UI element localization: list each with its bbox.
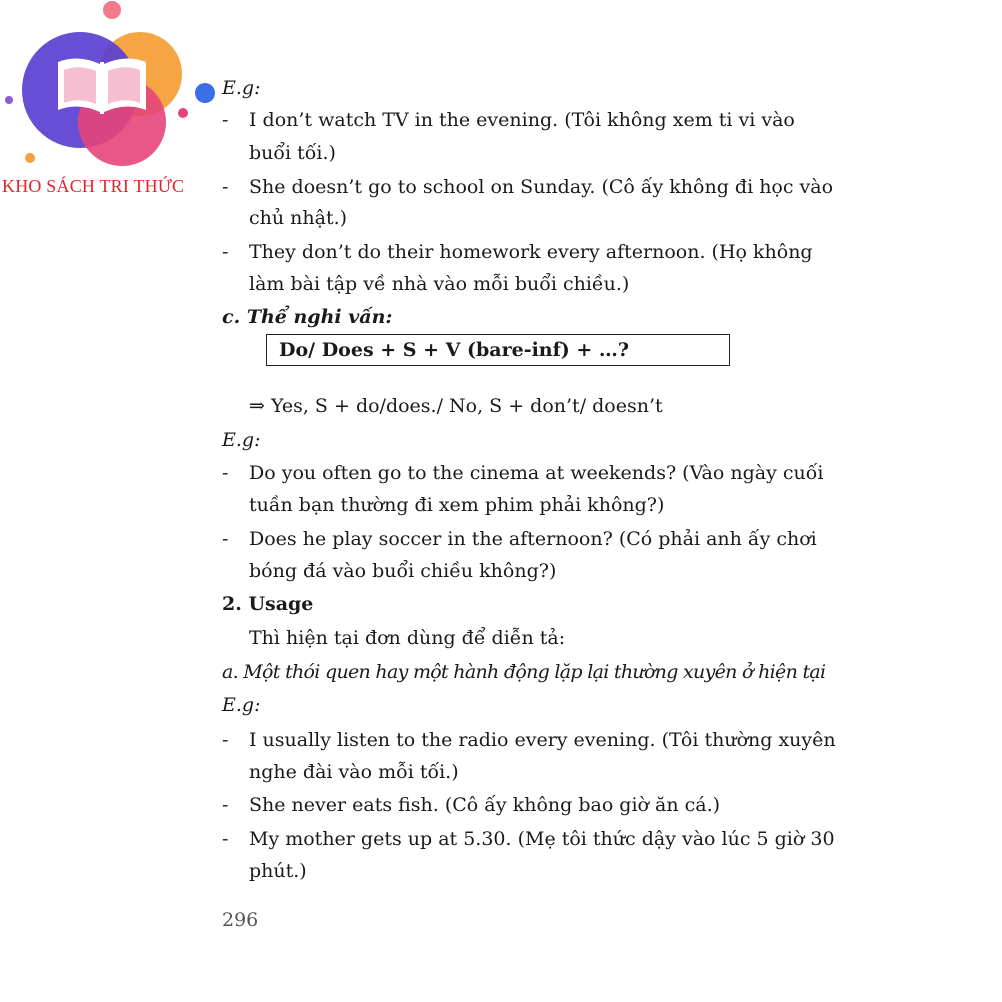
example-line: phút.) — [249, 860, 307, 882]
formula-box: Do/ Does + S + V (bare-inf) + …? — [266, 334, 730, 366]
list-dash: - — [222, 729, 229, 751]
example-line: nghe đài vào mỗi tối.) — [249, 761, 459, 783]
example-line: buổi tối.) — [249, 142, 336, 164]
list-dash: - — [222, 462, 229, 484]
list-dash: - — [222, 828, 229, 850]
list-dash: - — [222, 794, 229, 816]
example-line: They don’t do their homework every afternoon. (Họ không — [249, 241, 813, 263]
usage-heading: 2. Usage — [222, 593, 314, 615]
example-line: Does he play soccer in the afternoon? (Có phải anh ấy chơi — [249, 528, 817, 550]
logo — [0, 0, 230, 200]
example-line: bóng đá vào buổi chiều không?) — [249, 560, 557, 582]
list-dash: - — [222, 528, 229, 550]
example-line: I don’t watch TV in the evening. (Tôi không xem ti vi vào — [249, 109, 795, 131]
usage-intro: Thì hiện tại đơn dùng để diễn tả: — [249, 627, 566, 649]
section-letter: c. — [222, 306, 241, 328]
book-logo-icon — [0, 0, 230, 175]
section-title: Thể nghi vấn: — [246, 306, 393, 328]
page-number: 296 — [222, 909, 259, 931]
example-label: E.g: — [222, 77, 261, 99]
example-label: E.g: — [222, 429, 261, 451]
list-dash: - — [222, 241, 229, 263]
usage-point-a: a. Một thói quen hay một hành động lặp lại thường xuyên ở hiện tại — [222, 661, 826, 683]
section-heading — [222, 306, 392, 328]
example-line: My mother gets up at 5.30. (Mẹ tôi thức dậy vào lúc 5 giờ 30 — [249, 828, 835, 850]
example-line: Do you often go to the cinema at weekends? (Vào ngày cuối — [249, 462, 824, 484]
example-line: She never eats fish. (Cô ấy không bao giờ ăn cá.) — [249, 794, 721, 816]
logo-text: KHO SÁCH TRI THỨC — [2, 176, 185, 196]
example-line: She doesn’t go to school on Sunday. (Cô ấy không đi học vào — [249, 176, 834, 198]
list-dash: - — [222, 176, 229, 198]
example-line: tuần bạn thường đi xem phim phải không?) — [249, 494, 665, 516]
list-dash: - — [222, 109, 229, 131]
answer-rule: ⇒ Yes, S + do/does./ No, S + don’t/ doesn’t — [249, 395, 663, 417]
example-label: E.g: — [222, 694, 261, 716]
example-line: làm bài tập về nhà vào mỗi buổi chiều.) — [249, 273, 630, 295]
example-line: chủ nhật.) — [249, 207, 348, 229]
example-line: I usually listen to the radio every evening. (Tôi thường xuyên — [249, 729, 836, 751]
